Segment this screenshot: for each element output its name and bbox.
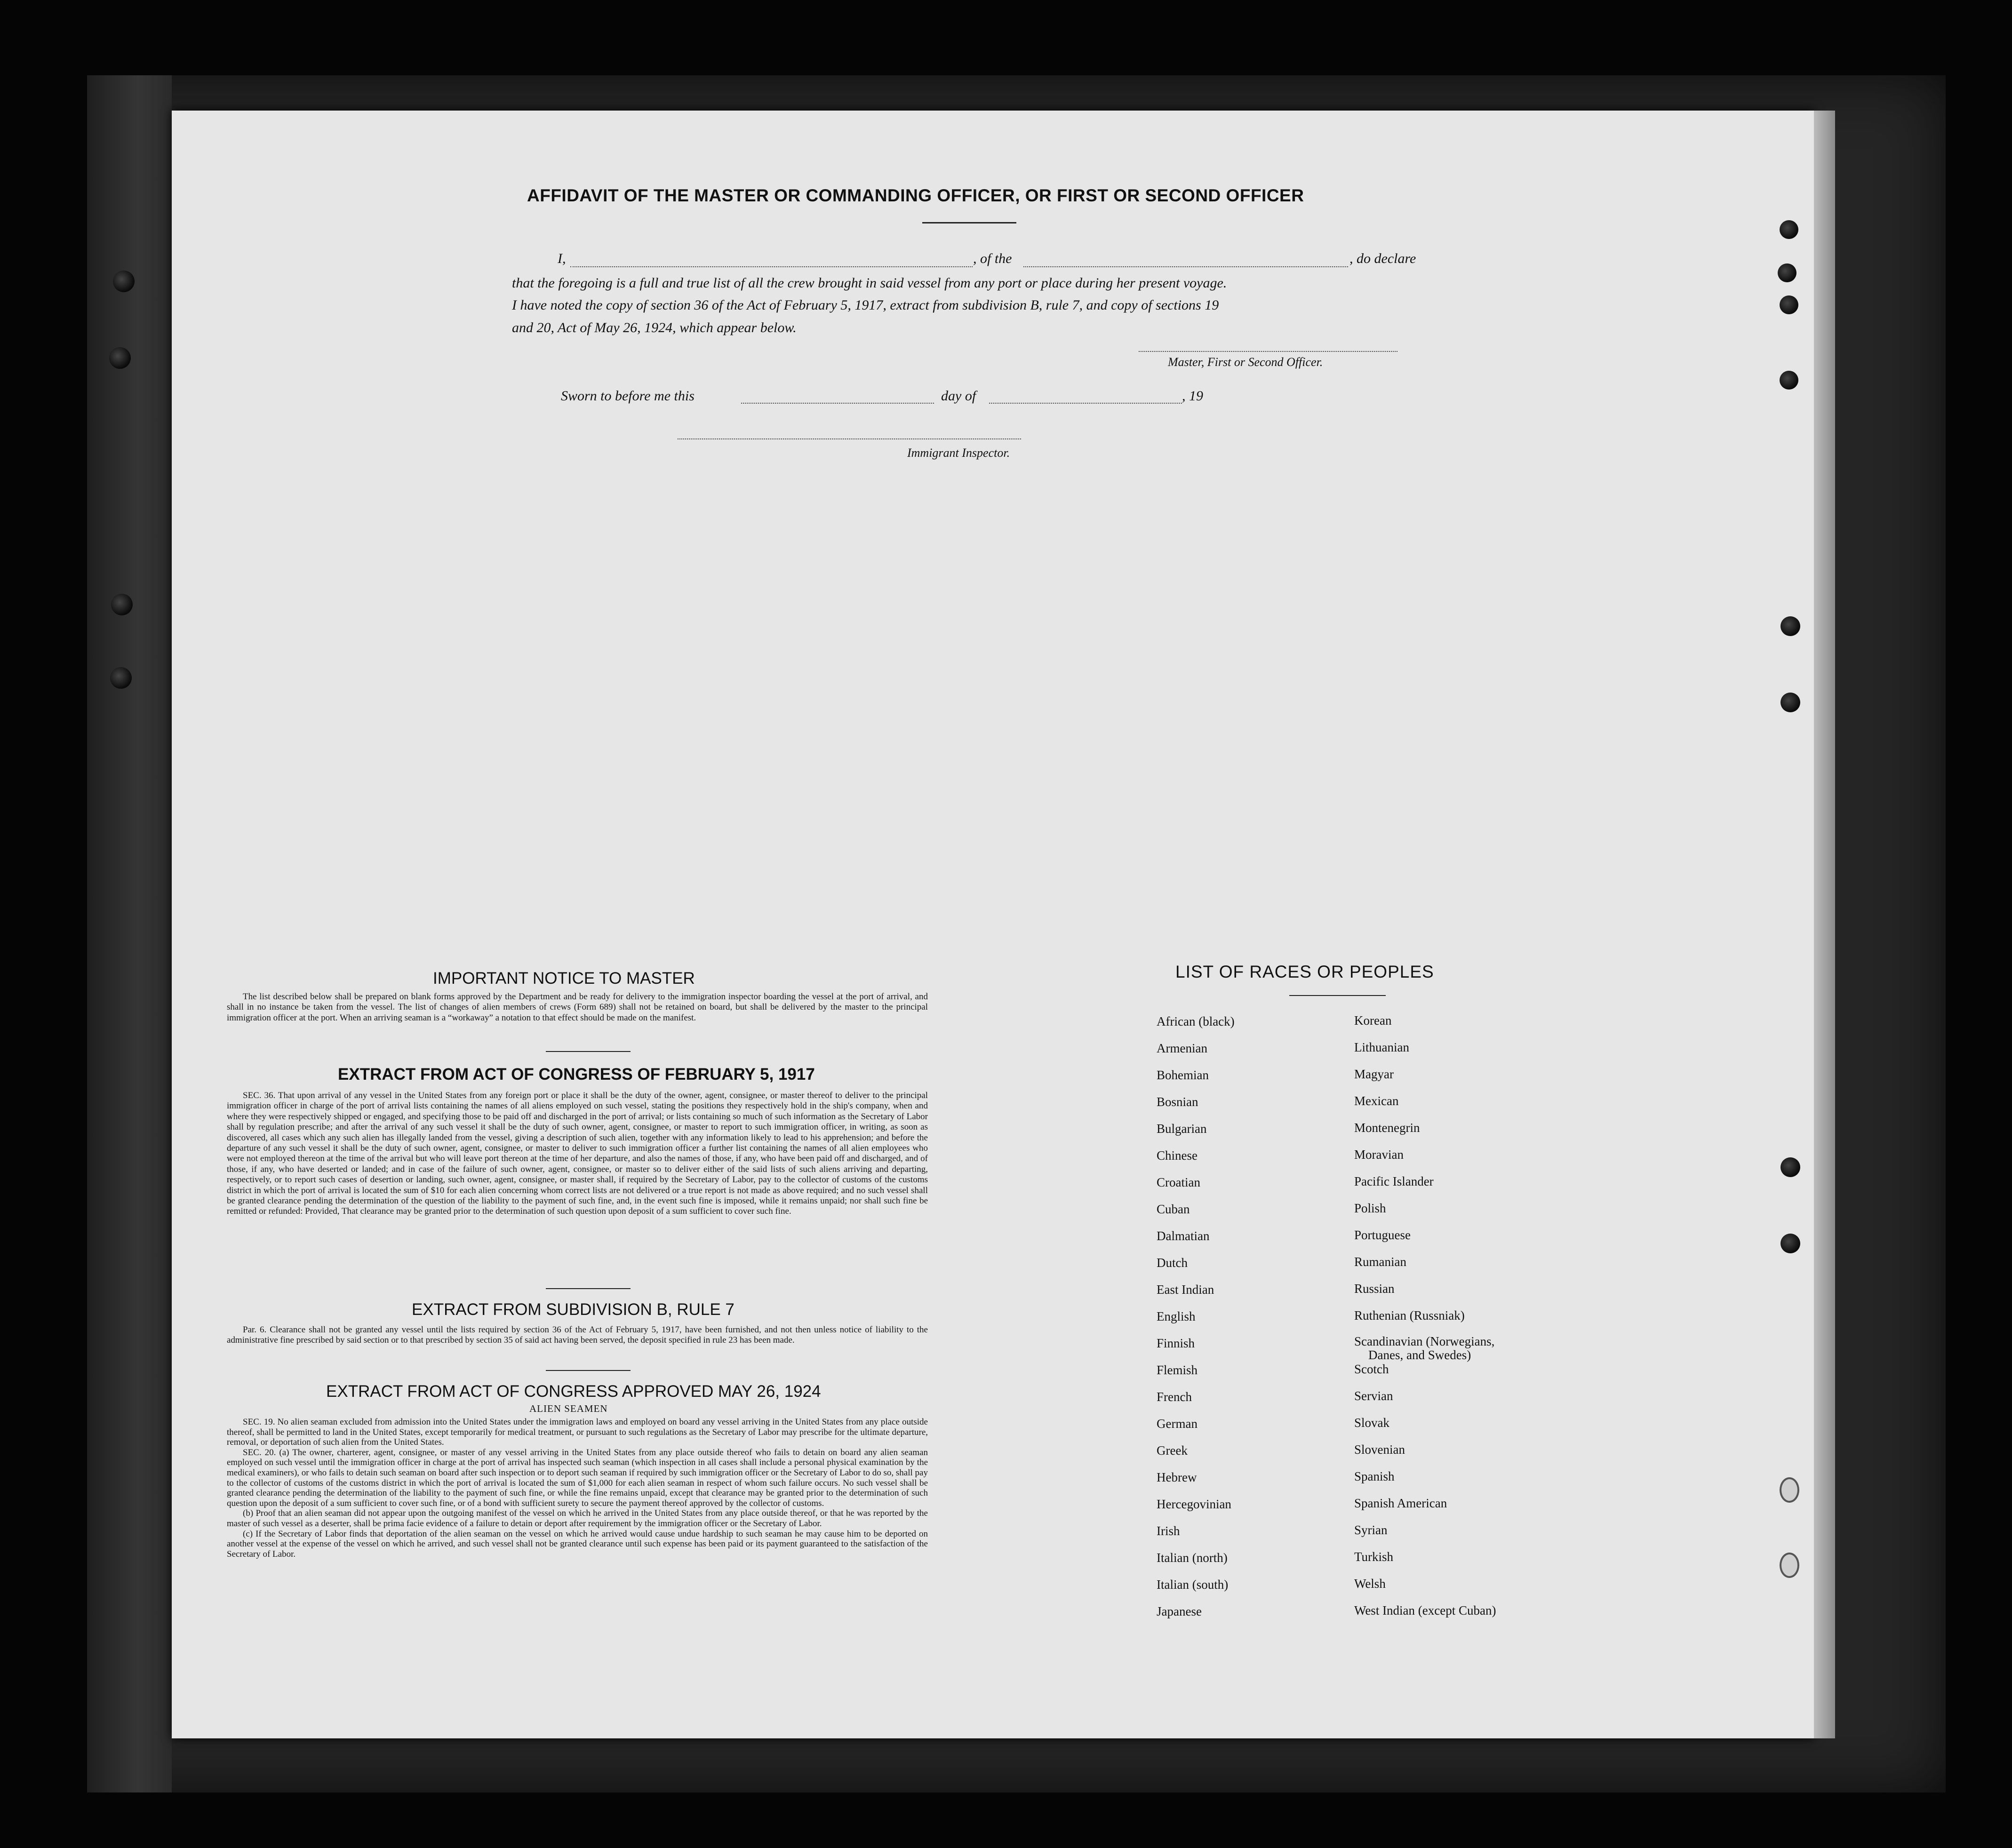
affidavit-declare: , do declare	[1349, 251, 1416, 266]
race-item: Flemish	[1157, 1363, 1198, 1377]
race-item: Italian (north)	[1157, 1551, 1228, 1565]
race-item: Finnish	[1157, 1336, 1195, 1350]
race-item: Pacific Islander	[1354, 1174, 1434, 1188]
races-left-column	[1157, 1014, 1345, 1631]
race-item: Magyar	[1354, 1067, 1394, 1081]
affidavit-i: I,	[558, 251, 566, 266]
affidavit-line3: I have noted the copy of section 36 of the Act of February 5, 1917, extract from subdivision B, rule 7, and copy of sections 19	[512, 297, 1219, 313]
extract-1917-title: EXTRACT FROM ACT OF CONGRESS OF FEBRUARY 5, 1917	[338, 1065, 815, 1083]
race-item: Bosnian	[1157, 1095, 1198, 1109]
race-item: Hercegovinian	[1157, 1497, 1231, 1511]
races-right-column	[1354, 1013, 1599, 1630]
race-item: Slovak	[1354, 1416, 1390, 1430]
race-item: Ruthenian (Russniak)	[1354, 1308, 1465, 1322]
race-item: Cuban	[1157, 1202, 1190, 1216]
race-item: Korean	[1354, 1013, 1392, 1028]
race-item: Russian	[1354, 1282, 1395, 1296]
binder-hole	[1780, 371, 1798, 390]
binder-ring	[1780, 1477, 1799, 1503]
vessel-name-field[interactable]	[1023, 266, 1348, 267]
affidavit-divider	[922, 222, 1016, 223]
race-item: Bulgarian	[1157, 1122, 1207, 1136]
notice-body	[227, 992, 928, 1023]
sworn-month-field[interactable]	[989, 403, 1182, 404]
race-item: Slovenian	[1354, 1442, 1405, 1457]
binder-hole	[1780, 295, 1798, 314]
race-item: Scotch	[1354, 1362, 1389, 1376]
binder-hole	[1780, 616, 1800, 636]
race-scandinavian-line1: Scandinavian (Norwegians,	[1354, 1334, 1495, 1348]
race-item: Servian	[1354, 1389, 1393, 1403]
binder-hole	[1780, 220, 1798, 239]
notice-title: IMPORTANT NOTICE TO MASTER	[433, 969, 695, 988]
race-item: French	[1157, 1390, 1192, 1404]
extract-1924-body	[227, 1417, 928, 1559]
race-item: Greek	[1157, 1443, 1188, 1458]
race-item: Spanish	[1354, 1469, 1395, 1483]
race-item-scandinavian	[1354, 1335, 1599, 1362]
officer-caption: Master, First or Second Officer.	[1168, 355, 1323, 369]
binder-hole	[110, 667, 132, 689]
binder-hole	[113, 271, 135, 292]
section-divider	[546, 1370, 631, 1371]
races-title: LIST OF RACES OR PEOPLES	[1175, 962, 1434, 981]
race-item: Lithuanian	[1354, 1040, 1409, 1054]
alien-seamen-subtitle: ALIEN SEAMEN	[529, 1403, 608, 1414]
section-divider	[546, 1051, 631, 1052]
races-divider	[1289, 995, 1386, 996]
race-item: Armenian	[1157, 1041, 1207, 1055]
race-item: Portuguese	[1354, 1228, 1411, 1242]
rule7-title: EXTRACT FROM SUBDIVISION B, RULE 7	[412, 1300, 735, 1319]
race-item: African (black)	[1157, 1014, 1235, 1028]
race-item: Montenegrin	[1354, 1121, 1420, 1135]
year-label: , 19	[1182, 388, 1203, 404]
inspector-caption: Immigrant Inspector.	[907, 446, 1010, 460]
day-of-label: day of	[941, 388, 976, 404]
rule7-body	[227, 1325, 928, 1346]
extract-1917-body	[227, 1091, 928, 1217]
race-item: Spanish American	[1354, 1496, 1447, 1510]
race-item: Croatian	[1157, 1175, 1200, 1189]
race-item: Syrian	[1354, 1523, 1388, 1537]
binder-hole	[109, 347, 131, 369]
race-item: East Indian	[1157, 1282, 1214, 1297]
page-edge	[1814, 111, 1835, 1738]
affidavit-title: AFFIDAVIT OF THE MASTER OR COMMANDING OFFICER, OR FIRST OR SECOND OFFICER	[527, 186, 1304, 205]
race-item: West Indian (except Cuban)	[1354, 1603, 1496, 1617]
left-binding-strip	[87, 75, 172, 1792]
par6-text: Par. 6. Clearance shall not be granted any vessel until the lists required by section 36 of the Act of February 5, 1917, have been furnished, and not then unless notice of liability to the administrative fine prescribed by said section or to that prescribed by section 35 of said act having been served, the deposit specified in rule 23 has been made.	[227, 1325, 928, 1346]
binder-hole	[1780, 693, 1800, 712]
race-item: Hebrew	[1157, 1470, 1197, 1484]
sec20c-text: (c) If the Secretary of Labor finds that deportation of the alien seaman on the vessel on which he arrived would cause undue hardship to such seaman he may cause him to be deported on another vessel at the expense of the vessel on which he arrived, and such vessel shall not be granted clearance until such expense has been paid or its payment guaranteed to the satisfaction of the Secretary of Labor.	[227, 1529, 928, 1559]
sworn-day-field[interactable]	[741, 403, 934, 404]
affidavit-line2: that the foregoing is a full and true list of all the crew brought in said vessel from any port or place during her present voyage.	[512, 275, 1227, 291]
inspector-signature-field[interactable]	[678, 438, 1021, 439]
sec20b-text: (b) Proof that an alien seaman did not appear upon the outgoing manifest of the vessel on which he arrived in the United States from any place outside thereof, or that he was reported by the master of such vessel as a deserter, shall be prima facie evidence of a failure to detain or deport after requirement by the immigration officer or the Secretary of Labor.	[227, 1508, 928, 1529]
race-item: Welsh	[1354, 1577, 1386, 1591]
race-item: Polish	[1354, 1201, 1386, 1215]
race-item: Japanese	[1157, 1604, 1202, 1618]
race-item: English	[1157, 1309, 1196, 1323]
race-item: Bohemian	[1157, 1068, 1209, 1082]
race-item: Chinese	[1157, 1148, 1198, 1163]
extract-1924-title: EXTRACT FROM ACT OF CONGRESS APPROVED MAY 26, 1924	[326, 1382, 821, 1401]
race-item: Irish	[1157, 1524, 1180, 1538]
race-scandinavian-line2: Danes, and Swedes)	[1368, 1348, 1471, 1362]
binder-hole	[1780, 1157, 1800, 1177]
master-name-field[interactable]	[570, 266, 973, 267]
sec20a-text: SEC. 20. (a) The owner, charterer, agent, consignee, or master of any vessel arriving in the United States from any place outside thereof who fails to detain on board any alien seaman employed on such vessel until the immigration officer in charge at the port of arrival has inspected such seaman (which inspection in all cases shall include a personal physical examination by the medical examiners), or who fails to detain such seaman on board after such inspection or to deport such seaman if required by such immigration officer or the Secretary of Labor to do so, shall pay to the collector of customs of the customs district in which the port of arrival is located the sum of $1,000 for each alien seaman in respect of whom such failure occurs. No such vessel shall be granted clearance pending the determination of the liability to the payment of such fine, or while the fine remains unpaid, except that clearance may be granted prior to the determination of such question upon the deposit of a sum sufficient to cover such fine, or of a bond with sufficient surety to secure the payment thereof approved by the collector of customs.	[227, 1447, 928, 1508]
officer-signature-field[interactable]	[1139, 351, 1397, 352]
affidavit-line4: and 20, Act of May 26, 1924, which appear below.	[512, 320, 797, 335]
binder-hole	[1780, 1234, 1800, 1253]
notice-text: The list described below shall be prepared on blank forms approved by the Department and be ready for delivery to the immigration inspector boarding the vessel at the port of arrival, and shall in no instance be taken from the vessel. The list of changes of alien members of crews (Form 689) shall not be retained on board, but shall be delivered by the master to the principal immigration officer at the port. When an arriving seaman is a “workaway” a notation to that effect should be made on the manifest.	[227, 992, 928, 1023]
binder-ring	[1780, 1553, 1799, 1578]
race-item: German	[1157, 1417, 1198, 1431]
section-divider	[546, 1288, 631, 1289]
race-item: Italian (south)	[1157, 1577, 1229, 1592]
race-item: Dalmatian	[1157, 1229, 1210, 1243]
race-item: Turkish	[1354, 1550, 1394, 1564]
race-item: Moravian	[1354, 1147, 1404, 1162]
sec19-text: SEC. 19. No alien seaman excluded from admission into the United States under the immigration laws and employed on board any vessel arriving in the United States from any place outside thereof, shall be permitted to land in the United States, except temporarily for medical treatment, or pursuant to such regulations as the Secretary of Labor may prescribe for the ultimate departure, removal, or deportation of such alien from the United States.	[227, 1417, 928, 1448]
binder-hole	[111, 594, 133, 615]
affidavit-of-the: , of the	[973, 251, 1012, 266]
race-item: Rumanian	[1354, 1255, 1406, 1269]
race-item: Mexican	[1354, 1094, 1399, 1108]
race-item: Dutch	[1157, 1256, 1188, 1270]
sec36-text: SEC. 36. That upon arrival of any vessel in the United States from any foreign port or place it shall be the duty of the owner, agent, consignee, or master thereof to deliver to the principal immigration officer in charge of the port of arrival lists containing the names of all aliens employed on such vessel, stating the positions they respectively hold in the ship's company, when and where they were respectively shipped or engaged, and specifying those to be paid off and discharged in the port of arrival; or lists containing so much of such information as the Secretary of Labor shall by regulation prescribe; and after the arrival of any such vessel it shall be the duty of such owner, agent, consignee, or master to report to such immigration officer, in writing, as soon as discovered, all cases which any such alien has illegally landed from the vessel, giving a description of such alien, together with any information likely to lead to his apprehension; and before the departure of any such vessel it shall be the duty of such owner, agent, consignee, or master to deliver to such immigration officer a further list containing the names of all alien employees who were not employed thereon at the time of the arrival but who will leave port thereon at the time of her departure, and also the names of those, if any, who have been paid off and discharged, and of those, if any, who have deserted or landed; and in case of the failure of such owner, agent, consignee, or master so to deliver either of the said lists of such aliens arriving and departing, respectively, or to report such cases of desertion or landing, such owner, agent, consignee, or master shall, if required by the Secretary of Labor, pay to the collector of customs of the customs district in which the port of arrival is located the sum of $10 for each alien concerning whom correct lists are not delivered or a true report is not made as above required; and no such vessel shall be granted clearance pending the determination of the question of the liability to the payment of such fine, and, in the event such fine is imposed, while it remains unpaid; nor shall such fine be remitted or refunded: Provided, That clearance may be granted prior to the determination of such question upon deposit of a sum sufficient to cover such fine.	[227, 1091, 928, 1217]
sworn-label: Sworn to before me this	[561, 388, 695, 404]
binder-hole	[1778, 263, 1796, 282]
